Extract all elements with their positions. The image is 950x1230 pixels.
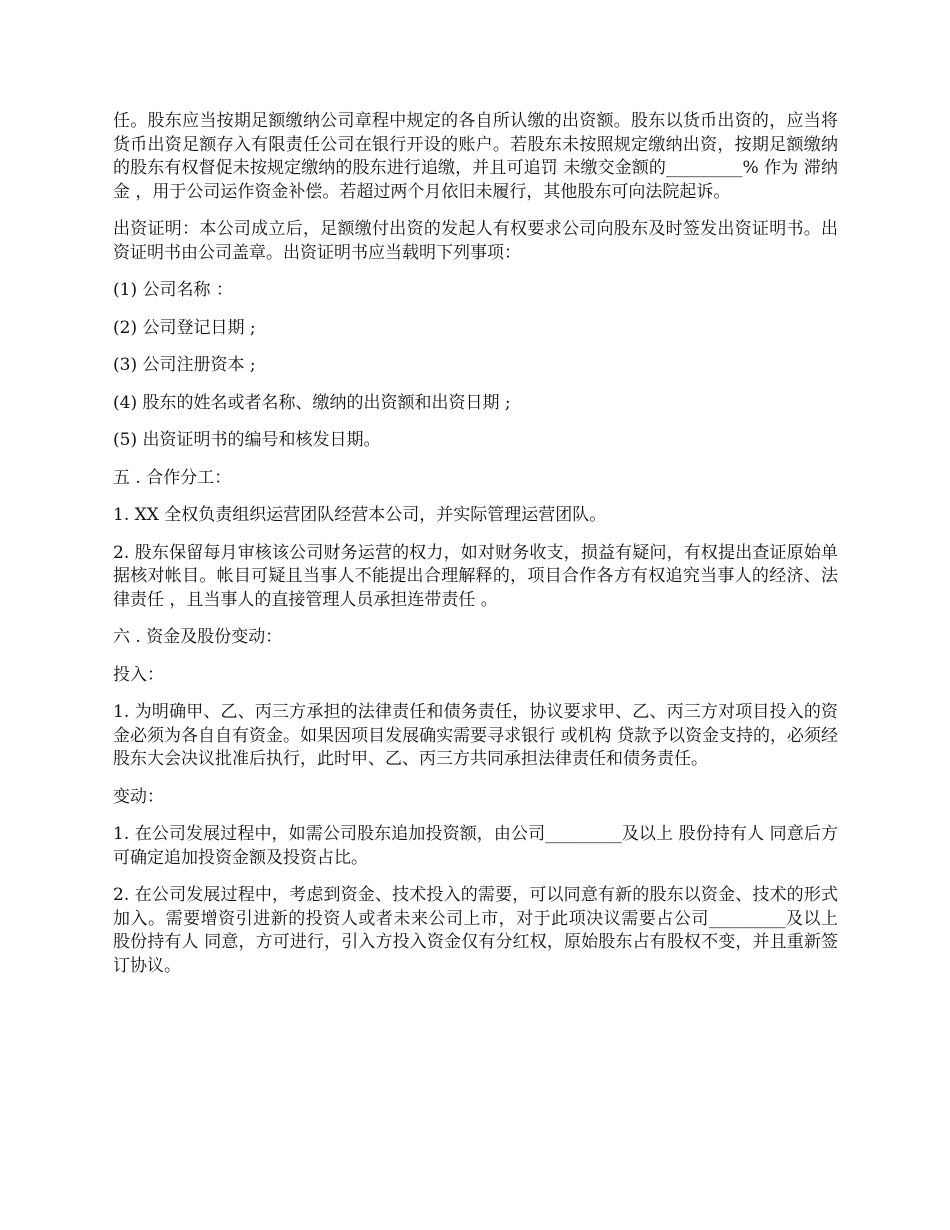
list-item-registered-capital: (3) 公司注册资本 ; bbox=[113, 355, 256, 375]
paragraph-own-funds: 1. 为明确甲、乙、丙三方承担的法律责任和债务责任，协议要求甲、乙、丙三方对项目投入的资金必须为各自自有资金。如果因项目发展确实需要寻求银行 或机构 贷款予以资金支持的，必须经股东大会决议批准后执行，此时甲、乙、丙三方共同承担法律责任和债务责任。 bbox=[113, 702, 838, 769]
list-item-shareholder-info: (4) 股东的姓名或者名称、缴纳的出资额和出资日期 ; bbox=[113, 392, 511, 413]
list-item-registration-date: (2) 公司登记日期 ; bbox=[113, 317, 256, 338]
section-heading-funds-and-shares: 六 . 资金及股份变动： bbox=[113, 627, 283, 647]
paragraph-operations: 1. XX 全权负责组织运营团队经营本公司，并实际管理运营团队。 bbox=[113, 505, 607, 525]
paragraph-capital-contribution: 任。股东应当按期足额缴纳公司章程中规定的各自所认缴的出资额。股东以货币出资的，应当将货币出资足额存入有限责任公司在银行开设的账户。若股东未按照规定缴纳出资，按期足额缴纳的股东有权督促未按规定缴纳的股东进行追缴，并且可追罚 未缴交金额的_________% 作为 滞纳金 ，用于公司运作资金补偿。若超过两个月依旧未履行，其他股东可向法院起诉。 bbox=[113, 111, 838, 202]
paragraph-capital-certificate: 出资证明：本公司成立后，足额缴付出资的发起人有权要求公司向股东及时签发出资证明书。出资证明书由公司盖章。出资证明书应当载明下列事项： bbox=[113, 219, 838, 263]
document-page bbox=[113, 110, 838, 992]
paragraph-additional-investment: 1. 在公司发展过程中，如需公司股东追加投资额，由公司_________及以上 股份持有人 同意后方可确定追加投资金额及投资占比。 bbox=[113, 824, 838, 868]
paragraph-new-shareholders: 2. 在公司发展过程中，考虑到资金、技术投入的需要，可以同意有新的股东以资金、技术的形式加入。需要增资引进新的投资人或者未来公司上市，对于此项决议需要占公司_________及以上 股份持有人 同意，方可进行，引入方投入资金仅有分红权，原始股东占有股权不变，并且重新签订协议。 bbox=[113, 885, 838, 976]
list-item-certificate-number: (5) 出资证明书的编号和核发日期。 bbox=[113, 430, 381, 450]
paragraph-audit-rights: 2. 股东保留每月审核该公司财务运营的权力，如对财务收支，损益有疑问，有权提出查证原始单据核对帐目。帐目可疑且当事人不能提出合理解释的，项目合作各方有权追究当事人的经济、法律责任 ，且当事人的直接管理人员承担连带责任 。 bbox=[113, 542, 838, 610]
section-heading-division-of-work: 五 . 合作分工： bbox=[113, 467, 232, 488]
list-item-company-name: (1) 公司名称 ： bbox=[113, 280, 233, 300]
subheading-investment: 投入： bbox=[113, 664, 164, 685]
subheading-changes: 变动： bbox=[113, 786, 164, 807]
